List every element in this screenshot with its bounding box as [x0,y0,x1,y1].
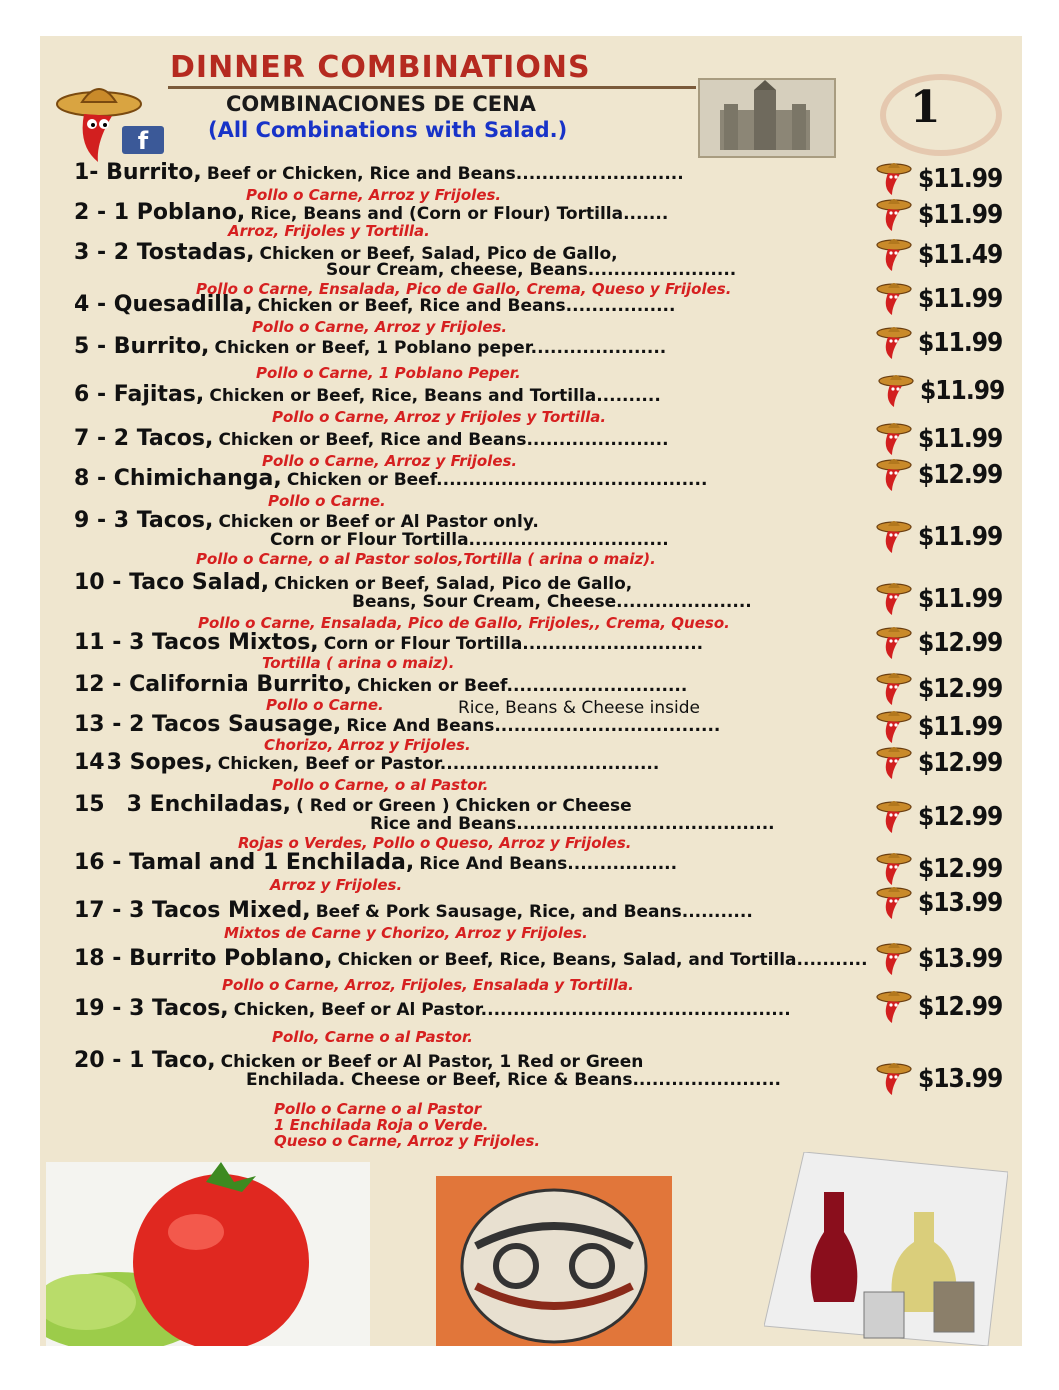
chili-pepper-icon [872,624,912,660]
menu-item-description-cont: Corn or Flour Tortilla............................... [270,530,669,550]
menu-item-line [74,426,669,451]
menu-item-name: 15 [74,792,105,817]
chili-pepper-icon [872,456,912,492]
menu-item-spanish: Pollo o Carne, Arroz y Frijoles. [246,186,502,204]
menu-item-line [74,946,868,971]
menu-item-price: $11.99 [918,164,1003,194]
menu-item-line [74,334,666,359]
salad-note: (All Combinations with Salad.) [208,118,568,142]
chili-pepper-icon [872,518,912,554]
chili-pepper-icon [872,884,912,920]
menu-item-line [74,996,791,1021]
menu-item-price: $12.99 [918,854,1003,884]
menu-item-spanish: Rojas o Verdes, Pollo o Queso, Arroz y Frijoles. [238,834,632,852]
chili-pepper-icon [872,324,912,360]
menu-item-name: 20 - 1 Taco, [74,1048,216,1073]
menu-item-line [74,750,659,775]
chili-pepper-icon [874,372,914,408]
chili-pepper-icon [872,988,912,1024]
menu-item-description-cont: Sour Cream, cheese, Beans....................... [326,260,737,280]
menu-item-description: ( Red or Green ) Chicken or Cheese [296,796,632,816]
menu-item-spanish-cont: 1 Enchilada Roja o Verde. [274,1116,489,1134]
menu-item-price: $11.99 [918,584,1003,614]
menu-item-spanish: Pollo o Carne, Arroz y Frijoles. [252,318,508,336]
menu-item-line [74,160,684,185]
menu-item-name: 5 - Burrito, [74,334,210,359]
menu-item-name-extra: 3 Enchiladas, [126,792,291,817]
menu-item-price: $12.99 [918,628,1003,658]
chili-pepper-icon [872,940,912,976]
chili-pepper-icon [872,280,912,316]
menu-item-name: 17 - 3 Tacos Mixed, [74,898,311,923]
menu-item-price: $13.99 [918,944,1003,974]
pottery-image [436,1176,672,1346]
menu-item-description: Rice And Beans................. [419,854,678,874]
menu-item-price: $11.99 [918,200,1003,230]
menu-item-description: Rice And Beans................................... [346,716,721,736]
menu-item-description: Chicken or Beef, 1 Poblano peper..................... [214,338,667,358]
menu-item-description: Chicken, Beef or Al Pastor................................................ [233,1000,791,1020]
church-photo [698,78,836,158]
menu-item-name: 1- Burrito, [74,160,202,185]
menu-item-description: Corn or Flour Tortilla............................ [323,634,704,654]
menu-item-spanish: Pollo o Carne, o al Pastor solos,Tortilla ( arina o maiz). [196,550,656,568]
menu-item-description: Chicken or Beef, Rice, Beans and Tortilla.......... [209,386,661,406]
menu-item-spanish: Pollo o Carne, 1 Poblano Peper. [256,364,521,382]
menu-item-name: 13 - 2 Tacos Sausage, [74,712,342,737]
chili-pepper-icon [872,708,912,744]
menu-item-spanish: Pollo o Carne o al Pastor [274,1100,482,1118]
menu-item-description: Chicken or Beef, Salad, Pico de Gallo, [259,244,618,264]
menu-page [40,36,1022,1346]
tomato-lettuce-image [46,1162,370,1346]
menu-item-name: 7 - 2 Tacos, [74,426,214,451]
menu-item-note: Rice, Beans & Cheese inside [458,698,700,718]
chili-pepper-icon [872,670,912,706]
menu-item-name: 9 - 3 Tacos, [74,508,214,533]
menu-item-spanish: Tortilla ( arina o maiz). [262,654,455,672]
chili-pepper-icon [872,744,912,780]
chili-pepper-icon [872,196,912,232]
menu-item-price: $12.99 [918,748,1003,778]
chili-pepper-icon [872,798,912,834]
menu-item-name: 12 - California Burrito, [74,672,353,697]
menu-item-price: $11.99 [918,424,1003,454]
menu-item-price: $13.99 [918,1064,1003,1094]
menu-item-name: 16 - Tamal and 1 Enchilada, [74,850,415,875]
menu-item-spanish-cont: Queso o Carne, Arroz y Frijoles. [274,1132,541,1150]
menu-item-spanish: Pollo o Carne, Arroz, Frijoles, Ensalada y Tortilla. [222,976,634,994]
menu-item-price: $12.99 [918,674,1003,704]
chili-pepper-icon [872,236,912,272]
menu-item-description-cont: Beans, Sour Cream, Cheese..................... [352,592,752,612]
menu-item-spanish: Mixtos de Carne y Chorizo, Arroz y Frijoles. [224,924,588,942]
chili-pepper-icon [872,420,912,456]
menu-subtitle: COMBINACIONES DE CENA [226,92,536,116]
menu-item-price: $11.49 [918,240,1003,270]
menu-item-spanish: Pollo o Carne, Ensalada, Pico de Gallo, Crema, Queso y Frijoles. [196,280,732,298]
menu-item-spanish: Pollo, Carne o al Pastor. [272,1028,473,1046]
menu-item-price: $11.99 [918,284,1003,314]
menu-item-name: 8 - Chimichanga, [74,466,282,491]
menu-item-line [74,712,720,737]
page-number-ring [880,74,1002,156]
facebook-icon[interactable]: f [122,126,164,154]
menu-item-spanish: Pollo o Carne, Arroz y Frijoles. [262,452,518,470]
menu-item-description: Beef or Chicken, Rice and Beans.......................... [206,164,684,184]
menu-item-price: $12.99 [918,802,1003,832]
menu-item-line [74,292,675,317]
menu-item-description-cont: Enchilada. Cheese or Beef, Rice & Beans....................... [246,1070,781,1090]
menu-item-name: 18 - Burrito Poblano, [74,946,333,971]
menu-item-description: Chicken or Beef or Al Pastor only. [218,512,539,532]
menu-item-description: Chicken or Beef, Salad, Pico de Gallo, [274,574,633,594]
chili-pepper-icon [872,160,912,196]
menu-item-description: Beef & Pork Sausage, Rice, and Beans........... [315,902,753,922]
menu-item-name: 3 - 2 Tostadas, [74,240,255,265]
menu-item-price: $12.99 [918,460,1003,490]
menu-item-description: Chicken or Beef.......................................... [286,470,708,490]
menu-item-description: Rice, Beans and (Corn or Flour) Tortilla....... [250,204,669,224]
menu-item-spanish: Pollo o Carne. [266,696,384,714]
title-underline [168,86,696,89]
menu-item-spanish: Pollo o Carne. [268,492,386,510]
menu-item-description: Chicken, Beef or Pastor.................................. [217,754,660,774]
menu-item-description: Chicken or Beef or Al Pastor, 1 Red or Green [220,1052,644,1072]
menu-item-name: 14 [74,750,105,775]
menu-item-price: $11.99 [918,328,1003,358]
menu-item-line [74,382,661,407]
menu-item-name: 10 - Taco Salad, [74,570,270,595]
menu-item-price: $12.99 [918,992,1003,1022]
menu-item-spanish: Arroz, Frijoles y Tortilla. [228,222,430,240]
menu-title: DINNER COMBINATIONS [170,50,591,85]
menu-item-spanish: Pollo o Carne, o al Pastor. [272,776,489,794]
menu-item-name-extra: 3 Sopes, [106,750,213,775]
menu-item-name: 11 - 3 Tacos Mixtos, [74,630,319,655]
chili-pepper-icon [872,850,912,886]
menu-item-name: 2 - 1 Poblano, [74,200,246,225]
menu-item-price: $13.99 [918,888,1003,918]
menu-item-name: 6 - Fajitas, [74,382,205,407]
menu-item-description: Chicken or Beef, Rice and Beans................. [257,296,676,316]
menu-item-price: $11.99 [920,376,1005,406]
chili-pepper-icon [872,580,912,616]
menu-item-description: Chicken or Beef, Rice, Beans, Salad, and Tortilla........... [337,950,868,970]
page-number: 1 [910,82,941,133]
chili-pepper-icon [872,1060,912,1096]
menu-item-name: 4 - Quesadilla, [74,292,253,317]
menu-item-spanish: Pollo o Carne, Arroz y Frijoles y Tortilla. [272,408,607,426]
menu-item-name: 19 - 3 Tacos, [74,996,229,1021]
menu-item-spanish: Chorizo, Arroz y Frijoles. [264,736,471,754]
menu-item-line [74,850,677,875]
oil-vinegar-image [764,1152,1008,1346]
menu-item-line [74,672,687,697]
menu-item-price: $11.99 [918,712,1003,742]
menu-item-line [74,466,707,491]
menu-item-line [74,630,703,655]
menu-item-description: Chicken or Beef, Rice and Beans...................... [218,430,669,450]
menu-item-spanish: Pollo o Carne, Ensalada, Pico de Gallo, Frijoles,, Crema, Queso. [198,614,730,632]
menu-item-spanish: Arroz y Frijoles. [270,876,403,894]
menu-item-price: $11.99 [918,522,1003,552]
menu-item-line [74,898,753,923]
menu-item-description: Chicken or Beef............................ [357,676,688,696]
menu-item-description-cont: Rice and Beans........................................ [370,814,775,834]
